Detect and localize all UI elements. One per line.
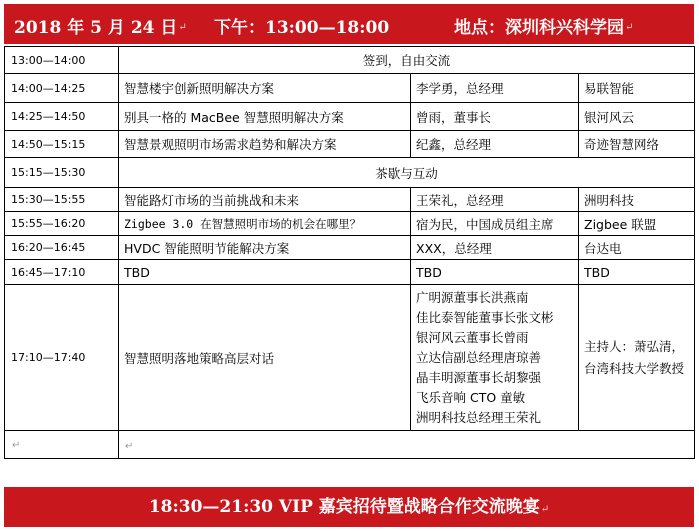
table-row (5, 260, 695, 285)
return-mark: ↵ (12, 440, 21, 451)
return-mark: ↵ (625, 22, 634, 33)
time-cell: 14:25—14:50 (5, 103, 119, 131)
panel-member: 飞乐音响 CTO 童敏 (416, 389, 526, 405)
panel-title: 智慧照明落地策略高层对话 (119, 285, 411, 431)
table-row (5, 74, 695, 103)
speaker-cell: 王荣礼，总经理 (411, 188, 579, 212)
table-row (5, 47, 695, 74)
time-cell: 17:10—17:40 (5, 285, 119, 431)
talk-title: 智能路灯市场的当前挑战和未来 (119, 188, 411, 212)
org-cell: Zigbee 联盟 (579, 212, 695, 236)
talk-title: Zigbee 3.0 在智慧照明市场的机会在哪里？ (119, 212, 411, 236)
speaker-cell: 纪鑫，总经理 (411, 131, 579, 158)
return-mark: ↵ (540, 504, 550, 515)
speaker-cell: 宿为民，中国成员组主席 (411, 212, 579, 236)
time-cell: 16:45—17:10 (5, 260, 119, 285)
time-cell: 14:00—14:25 (5, 74, 119, 103)
panel-member: 佳比泰智能董事长张文彬 (416, 309, 554, 325)
return-mark: ↵ (125, 441, 134, 452)
talk-title: TBD (119, 260, 411, 285)
table-row (5, 131, 695, 158)
break-cell: 茶歇与互动 (119, 158, 695, 188)
evening-banner-text: 18:30—21:30 VIP 嘉宾招待暨战略合作交流晚宴 (148, 497, 540, 517)
event-header (4, 4, 694, 44)
org-cell: 奇迹智慧网络 (579, 131, 695, 158)
event-time: 下午：13:00—18:00 (214, 18, 390, 38)
talk-title: 别具一格的 MacBee 智慧照明解决方案 (119, 103, 411, 131)
org-cell: 洲明科技 (579, 188, 695, 212)
table-row (5, 103, 695, 131)
break-cell: 签到，自由交流 (119, 47, 695, 74)
panel-member: 洲明科技总经理王荣礼 (416, 409, 542, 425)
time-cell: 14:50—15:15 (5, 131, 119, 158)
schedule-table (4, 46, 695, 459)
table-row (5, 188, 695, 212)
org-cell: 银河风云 (579, 103, 695, 131)
empty-cell (5, 431, 119, 459)
panel-member: 银河风云董事长曾雨 (416, 329, 529, 345)
speaker-cell: 曾雨，董事长 (411, 103, 579, 131)
return-mark: ↵ (178, 22, 187, 33)
panel-member: 广明源董事长洪燕南 (416, 289, 529, 305)
panel-row (5, 285, 695, 431)
speaker-cell: 李学勇，总经理 (411, 74, 579, 103)
talk-title: 智慧景观照明市场需求趋势和解决方案 (119, 131, 411, 158)
panel-member: 立达信副总经理唐琼善 (416, 349, 542, 365)
empty-row (5, 431, 695, 459)
speaker-cell: XXX，总经理 (411, 236, 579, 260)
org-cell: TBD (579, 260, 695, 285)
talk-title: HVDC 智能照明节能解决方案 (119, 236, 411, 260)
table-row (5, 236, 695, 260)
talk-title: 智慧楼宇创新照明解决方案 (119, 74, 411, 103)
time-cell: 15:55—16:20 (5, 212, 119, 236)
table-row (5, 158, 695, 188)
org-cell: 易联智能 (579, 74, 695, 103)
panel-host: 主持人：萧弘清，台湾科技大学教授 (579, 285, 695, 431)
time-cell: 13:00—14:00 (5, 47, 119, 74)
speaker-cell: TBD (411, 260, 579, 285)
panel-member: 晶丰明源董事长胡黎强 (416, 369, 542, 385)
panel-members (411, 285, 579, 431)
time-cell: 15:15—15:30 (5, 158, 119, 188)
time-cell: 16:20—16:45 (5, 236, 119, 260)
org-cell: 台达电 (579, 236, 695, 260)
evening-banner (4, 487, 694, 527)
time-cell: 15:30—15:55 (5, 188, 119, 212)
event-date: 2018 年 5 月 24 日 ↵ (14, 18, 187, 38)
event-location: 地点：深圳科兴科学园 ↵ (454, 18, 634, 38)
empty-cell (119, 431, 695, 459)
table-row (5, 212, 695, 236)
